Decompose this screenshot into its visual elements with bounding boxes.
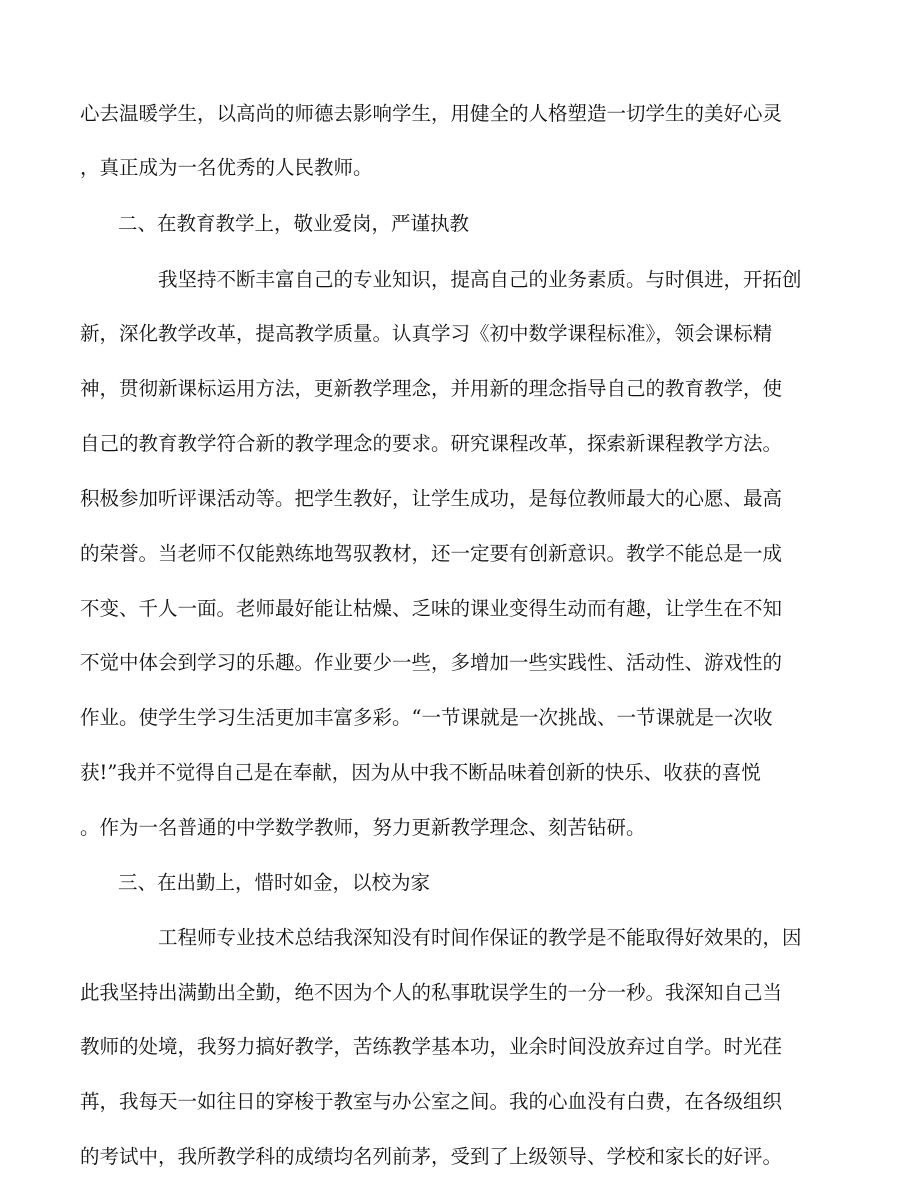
paragraph-3-line-5: 的考试中，我所教学科的成绩均名列前茅，受到了上级领导、学校和家长的好评。 [80, 1145, 783, 1168]
paragraph-2-line-4: 自己的教育教学符合新的教学理念的要求。研究课程改革，探索新课程教学方法。 [80, 432, 783, 455]
section-heading-2: 二、在教育教学上，敬业爱岗，严谨执教 [118, 212, 470, 235]
paragraph-2-line-1: 我坚持不断丰富自己的专业知识，提高自己的业务素质。与时俱进，开拓创 [158, 268, 802, 291]
section-heading-3: 三、在出勤上，惜时如金，以校为家 [118, 871, 431, 894]
paragraph-3-line-2: 此我坚持出满勤出全勤，绝不因为个人的私事耽误学生的一分一秒。我深知自己当 [80, 981, 783, 1004]
paragraph-2-line-8: 不觉中体会到学习的乐趣。作业要少一些，多增加一些实践性、活动性、游戏性的 [80, 651, 783, 674]
paragraph-2-line-3: 神，贯彻新课标运用方法，更新教学理念，并用新的理念指导自己的教育教学，使 [80, 377, 783, 400]
paragraph-2-line-11: 。作为一名普通的中学数学教师，努力更新教学理念、刻苦钻研。 [80, 816, 646, 839]
paragraph-1-line-1: 心去温暖学生，以高尚的师德去影响学生，用健全的人格塑造一切学生的美好心灵 [80, 102, 783, 125]
paragraph-2-line-7: 不变、千人一面。老师最好能让枯燥、乏味的课业变得生动而有趣，让学生在不知 [80, 597, 783, 620]
paragraph-2-line-2: 新，深化教学改革，提高教学质量。认真学习《初中数学课程标准》，领会课标精 [80, 322, 773, 345]
paragraph-1-line-2: ，真正成为一名优秀的人民教师。 [80, 156, 373, 179]
paragraph-3-line-1: 工程师专业技术总结我深知没有时间作保证的教学是不能取得好效果的，因 [158, 926, 802, 949]
paragraph-3-line-4: 苒，我每天一如往日的穿梭于教室与办公室之间。我的心血没有白费，在各级组织 [80, 1090, 783, 1113]
paragraph-3-line-3: 教师的处境，我努力搞好教学，苦练教学基本功，业余时间没放弃过自学。时光荏 [80, 1035, 783, 1058]
paragraph-2-line-9: 作业。使学生学习生活更加丰富多彩。“一节课就是一次挑战、一节课就是一次收 [80, 706, 773, 729]
paragraph-2-line-5: 积极参加听评课活动等。把学生教好，让学生成功，是每位教师最大的心愿、最高 [80, 487, 783, 510]
paragraph-2-line-10: 获!”我并不觉得自己是在奉献，因为从中我不断品味着创新的快乐、收获的喜悦 [80, 761, 761, 784]
paragraph-2-line-6: 的荣誉。当老师不仅能熟练地驾驭教材，还一定要有创新意识。教学不能总是一成 [80, 542, 783, 565]
